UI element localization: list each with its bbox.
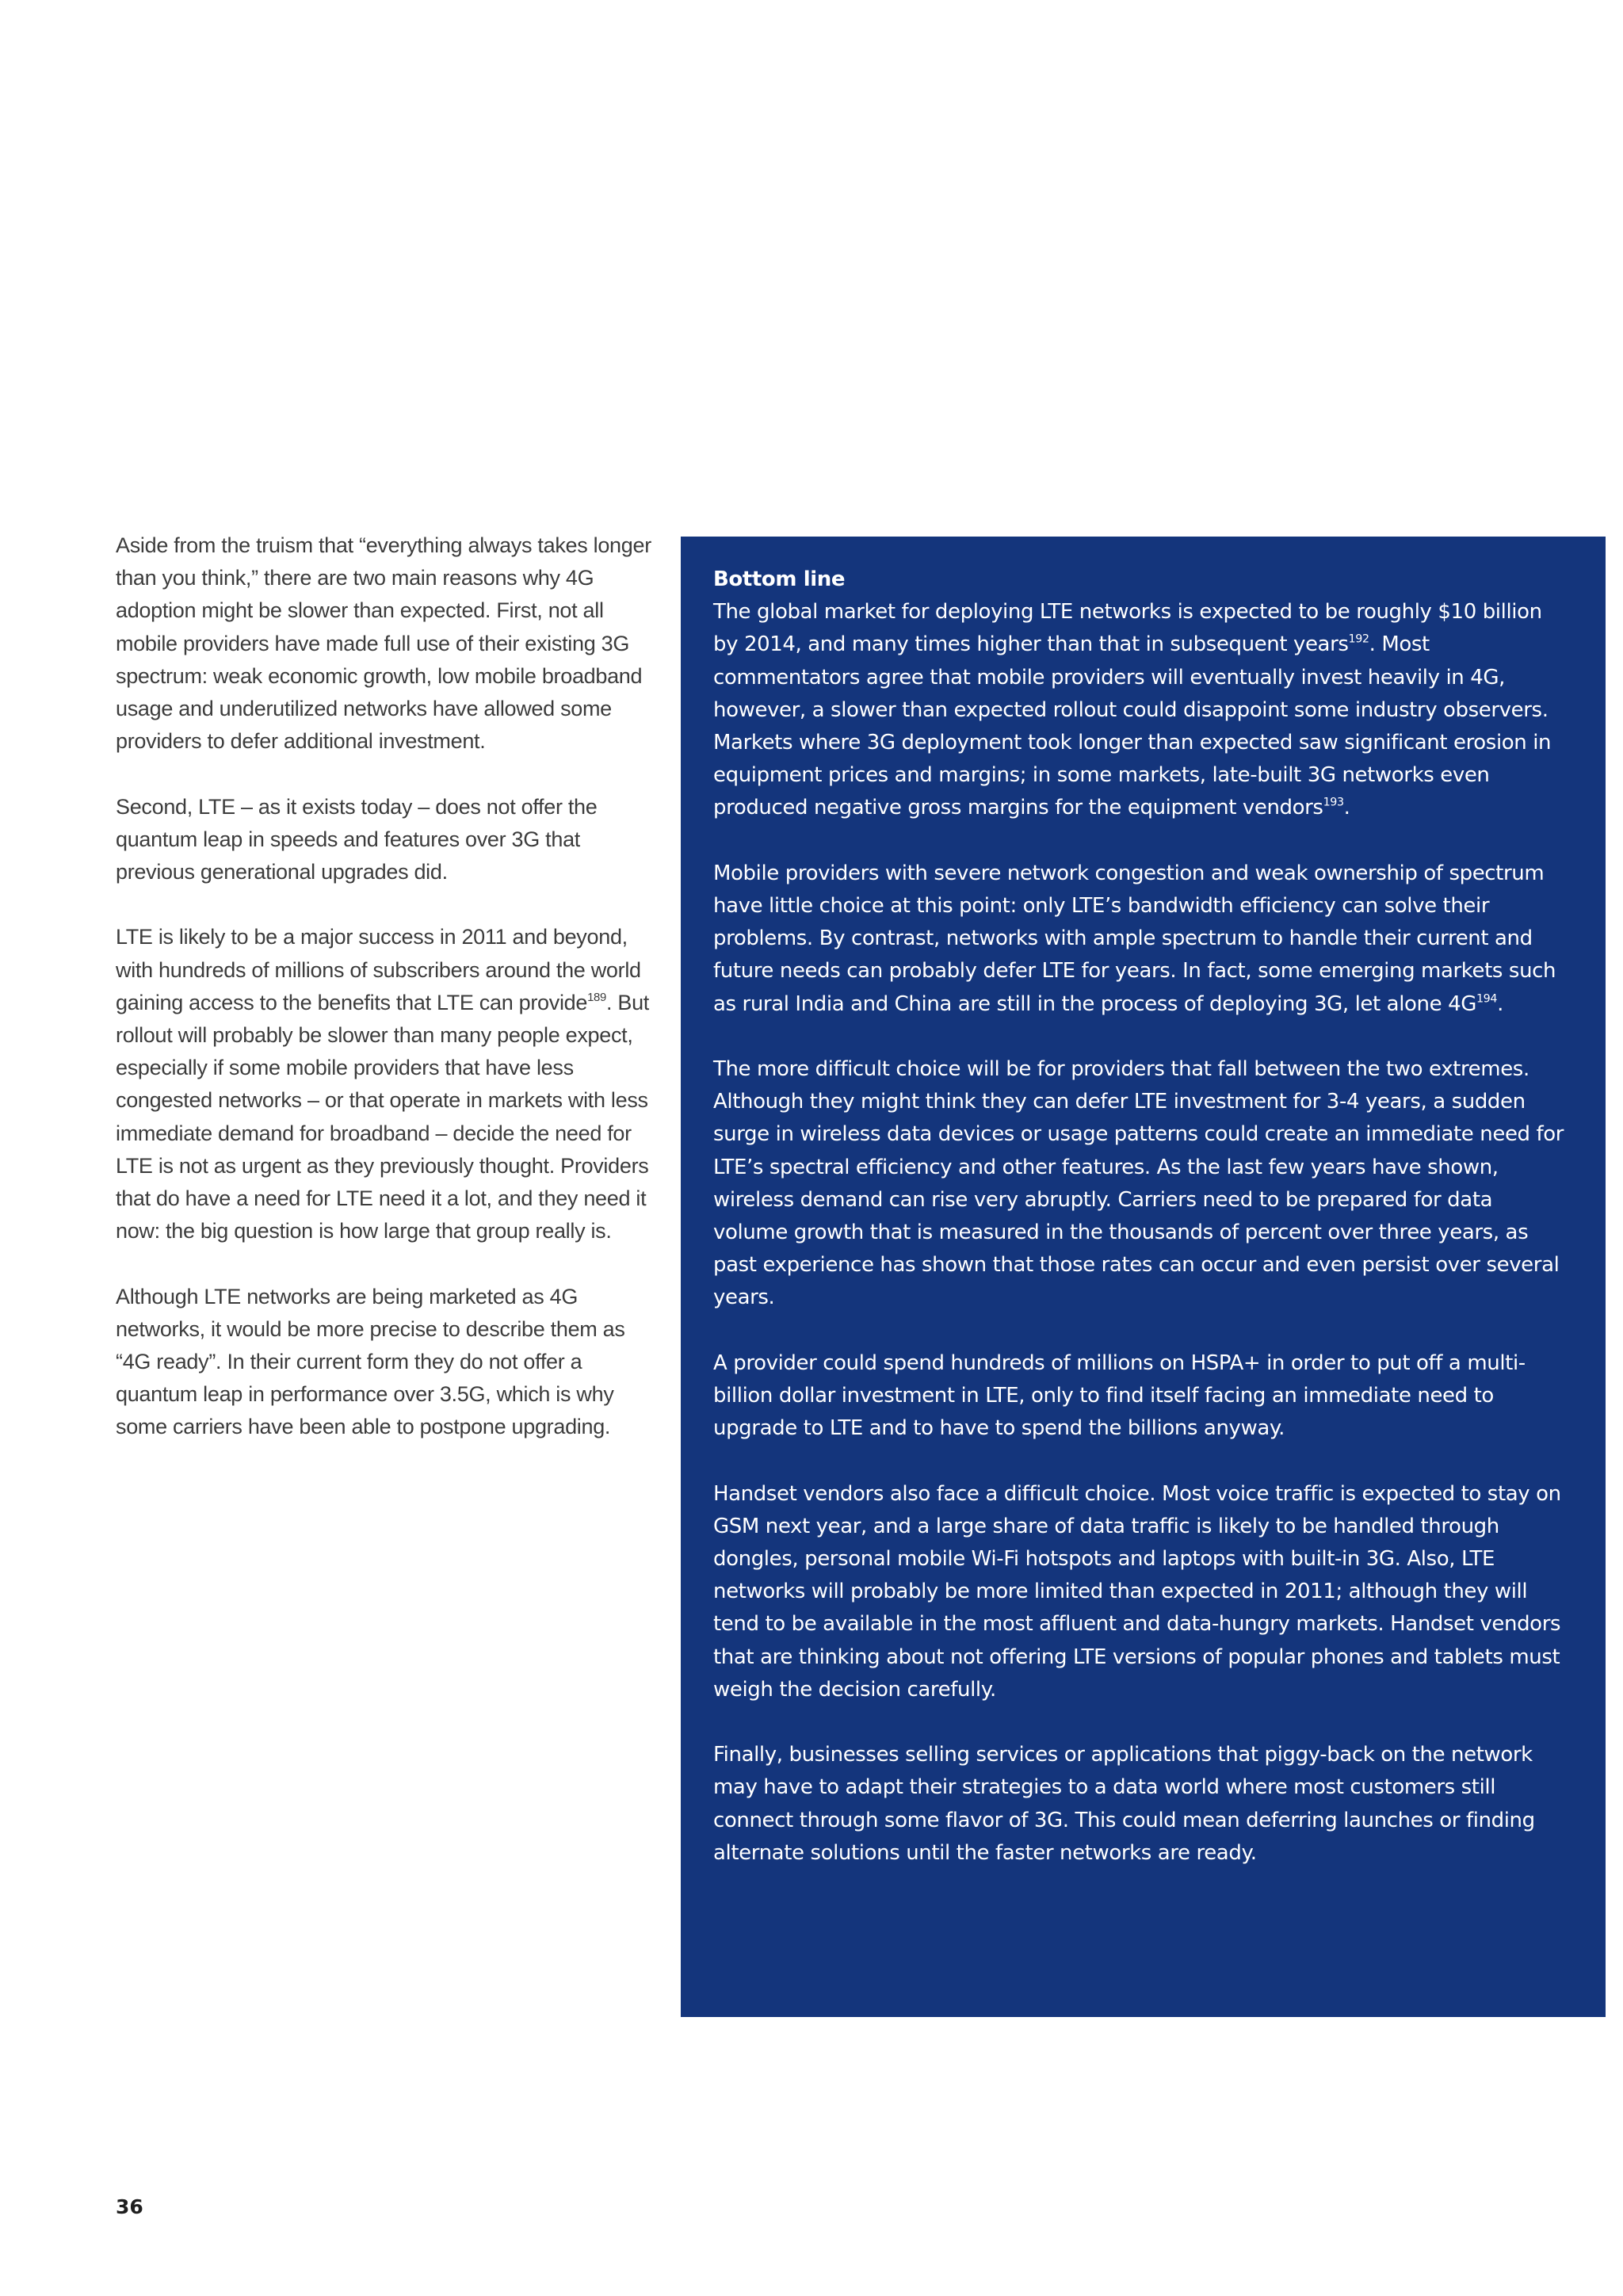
bottom-line-paragraph-1-text-c: . — [1343, 796, 1350, 820]
bottom-line-content — [713, 563, 1569, 1870]
bottom-line-paragraph-2-text-a: Mobile providers with severe network congestion and weak ownership of spectrum have little choice at this point: only LTE’s bandwidth efficiency can solve their problems. By contrast, networks with ample spectrum to handle their current and future needs can probably defer LTE for years. In fact, some emerging markets such as rural India and China are still in the process of deploying 3G, let alone 4G — [713, 861, 1556, 1016]
footnote-ref-192: 192 — [1348, 632, 1369, 646]
bottom-line-paragraph-1 — [713, 596, 1569, 824]
body-paragraph-1: Aside from the truism that “everything always takes longer than you think,” there are two main reasons why 4G adoption might be slower than expected. First, not all mobile providers have made full use of their existing 3G spectrum: weak economic growth, low mobile broadband usage and underutilized networks have allowed some providers to defer additional investment. — [116, 533, 651, 754]
bottom-line-paragraph-2 — [713, 858, 1569, 1021]
body-paragraph-4: Although LTE networks are being marketed as 4G networks, it would be more precise to describe them as “4G ready”. In their current form they do not offer a quantum leap in performance over 3.5G, which is why some carriers have been able to postpone upgrading. — [116, 1284, 625, 1439]
bottom-line-paragraph-4: A provider could spend hundreds of millions on HSPA+ in order to put off a multi-billion dollar investment in LTE, only to find itself facing an immediate need to upgrade to LTE and to have to spend the billions anyway. — [713, 1350, 1526, 1441]
bottom-line-paragraph-1-text-b: . Most commentators agree that mobile providers will eventually invest heavily in 4G, however, a slower than expected rollout could disappoint some industry observers. Markets where 3G deployment took longer than expected saw significant erosion in equipment prices and margins; in some markets, late-built 3G networks even produced negative gross margins for the equipment vendors — [713, 632, 1552, 820]
bottom-line-paragraph-2-text-b: . — [1497, 991, 1503, 1016]
bottom-line-paragraph-1-text-a: The global market for deploying LTE networks is expected to be roughly $10 billion by 2014, and many times higher than that in subsequent years — [713, 600, 1542, 657]
footnote-ref-193: 193 — [1323, 796, 1344, 809]
body-paragraph-3-text-a: LTE is likely to be a major success in 2011 and beyond, with hundreds of millions of subscribers around the world gaining access to the benefits that LTE can provide — [116, 925, 641, 1014]
bottom-line-paragraph-3: The more difficult choice will be for providers that fall between the two extremes. Although they might think they can defer LTE investment for 3-4 years, a sudden surge in wireless data devices or usage patterns could create an immediate need for LTE’s spectral efficiency and other features. As the last few years have shown, wireless demand can rise very abruptly. Carriers need to be prepared for data volume growth that is measured in the thousands of percent over three years, as past experience has shown that those rates can occur and even persist over several years. — [713, 1057, 1564, 1310]
bottom-line-paragraph-6: Finally, businesses selling services or applications that piggy-back on the network may have to adapt their strategies to a data world where most customers still connect through some flavor of 3G. This could mean deferring launches or finding alternate solutions until the faster networks are ready. — [713, 1743, 1535, 1865]
page-number: 36 — [116, 2195, 143, 2218]
footnote-ref-189: 189 — [587, 991, 606, 1004]
body-paragraph-3-text-b: . But rollout will probably be slower than many people expect, especially if some mobile providers that have less congested networks – or that operate in markets with less immediate demand for broadband – decide the need for LTE is not as urgent as they previously thought. Providers that do have a need for LTE need it a lot, and they need it now: the big question is how large that group really is. — [116, 990, 649, 1244]
footnote-ref-194: 194 — [1476, 991, 1498, 1005]
left-column-body — [116, 529, 663, 1477]
bottom-line-heading: Bottom line — [713, 567, 846, 591]
body-paragraph-3 — [116, 921, 663, 1247]
body-paragraph-2: Second, LTE – as it exists today – does not offer the quantum leap in speeds and features over 3G that previous generational upgrades did. — [116, 794, 598, 884]
bottom-line-panel — [681, 537, 1606, 2017]
bottom-line-paragraph-5: Handset vendors also face a difficult choice. Most voice traffic is expected to stay on GSM next year, and a large share of data traffic is likely to be handled through dongles, personal mobile Wi-Fi hotspots and laptops with built-in 3G. Also, LTE networks will probably be more limited than expected in 2011; although they will tend to be available in the most affluent and data-hungry markets. Handset vendors that are thinking about not offering LTE versions of popular phones and tablets must weigh the decision carefully. — [713, 1481, 1561, 1702]
